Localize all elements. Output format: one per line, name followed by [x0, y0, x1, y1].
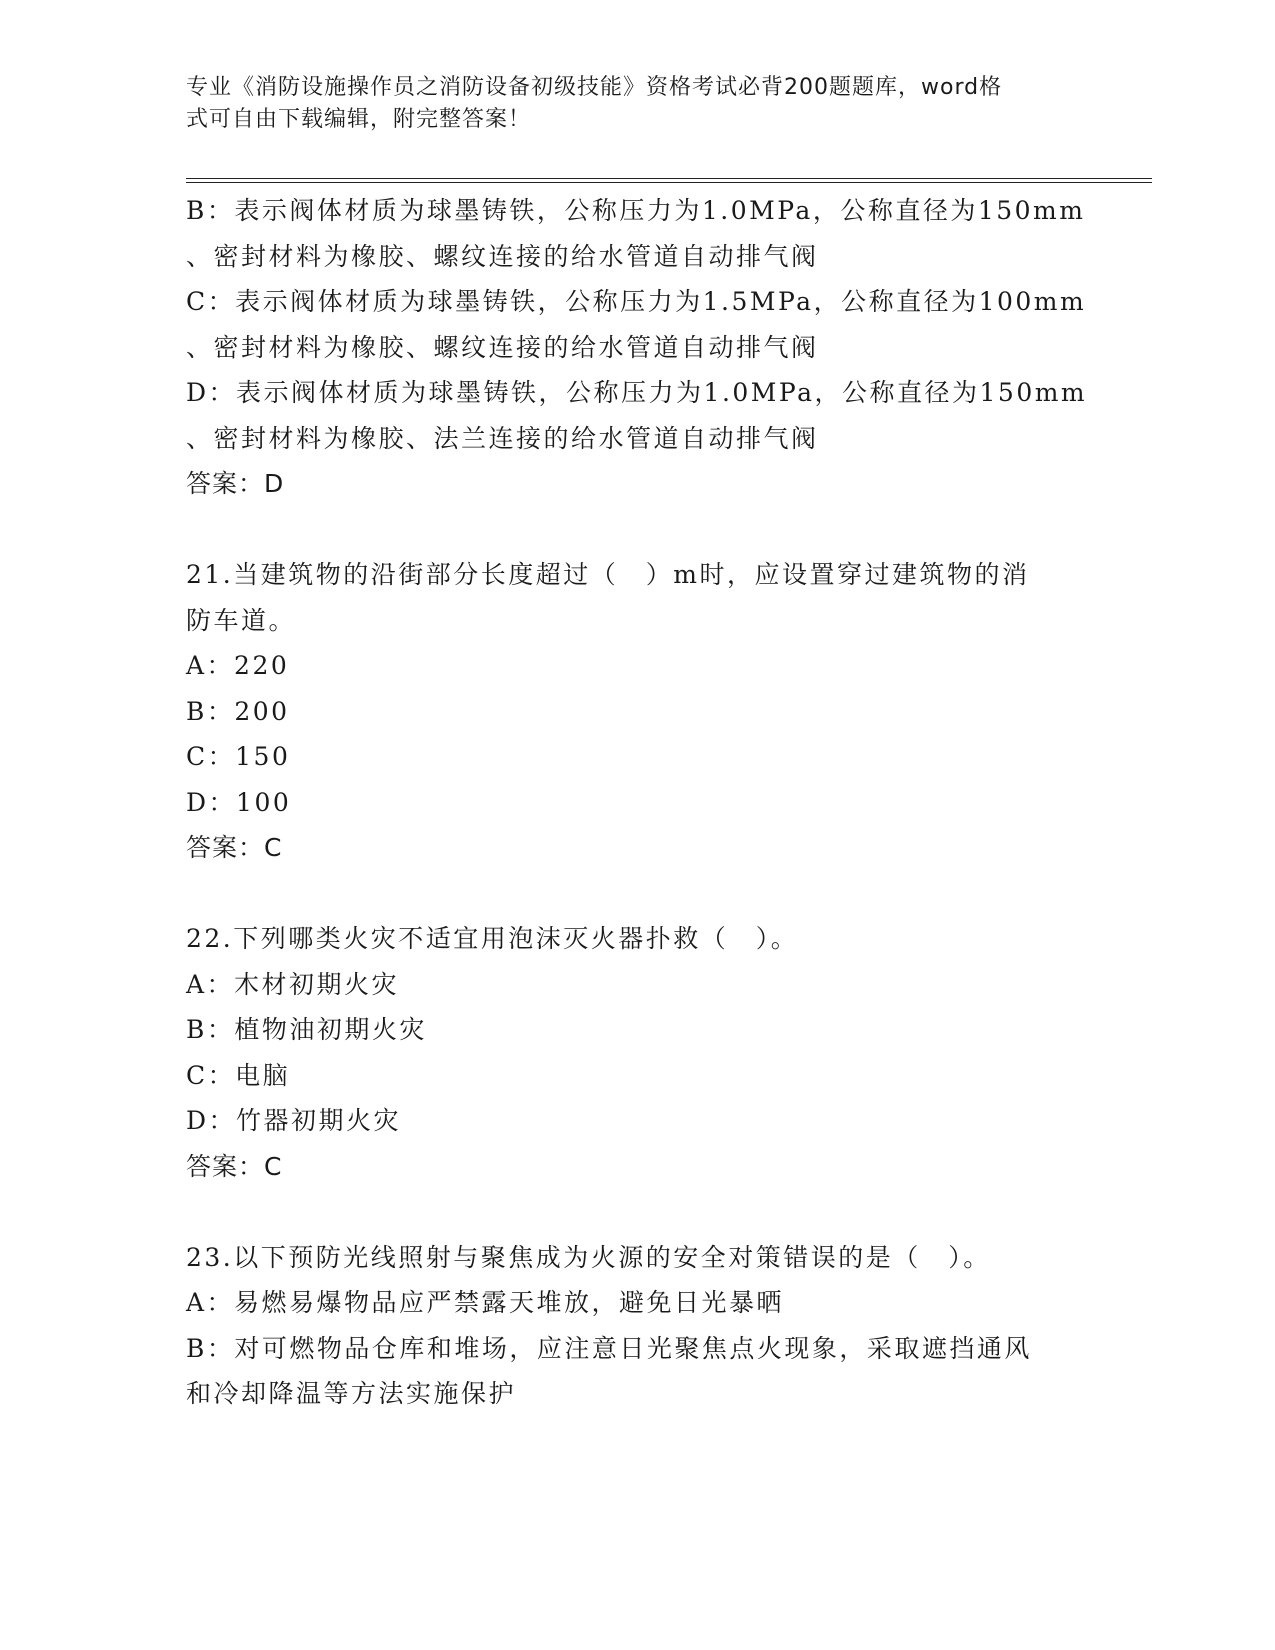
question-stem: 22.下列哪类火灾不适宜用泡沫灭火器扑救（ ）。	[186, 924, 799, 953]
question-stem-line-2: 防车道。	[186, 605, 297, 635]
question-stem: 23.以下预防光线照射与聚焦成为火源的安全对策错误的是（ ）。	[186, 1242, 991, 1272]
option-c-line-1: C：表示阀体材质为球墨铸铁，公称压力为1.5MPa，公称直径为100mm	[186, 287, 1087, 316]
option-b: B：植物油初期火灾	[186, 1015, 427, 1044]
option-a: A：220	[186, 651, 290, 680]
header-divider-top	[186, 178, 1152, 179]
answer: 答案：C	[186, 833, 283, 862]
option-b-line-1: B：对可燃物品仓库和堆场，应注意日光聚焦点火现象，采取遮挡通风	[186, 1333, 1032, 1363]
option-b-line-2: 和冷却降温等方法实施保护	[186, 1379, 517, 1408]
option-d: D：竹器初期火灾	[186, 1106, 402, 1135]
option-a: A：木材初期火灾	[186, 969, 400, 999]
header-line-1: 专业《消防设施操作员之消防设备初级技能》资格考试必背200题题库，word格	[186, 75, 1003, 100]
question-21	[186, 552, 1086, 871]
header-divider-bottom	[186, 182, 1152, 183]
answer: 答案：C	[186, 1151, 283, 1181]
option-a: A：易燃易爆物品应严禁露天堆放，避免日光暴晒	[186, 1288, 785, 1317]
question-stem-line-1: 21.当建筑物的沿街部分长度超过（ ）m时，应设置穿过建筑物的消	[186, 560, 1030, 589]
option-c-line-2: 、密封材料为橡胶、螺纹连接的给水管道自动排气阀	[186, 332, 819, 362]
option-c: C：150	[186, 742, 291, 771]
question-22	[186, 916, 1086, 1189]
option-d-line-2: 、密封材料为橡胶、法兰连接的给水管道自动排气阀	[186, 423, 819, 453]
answer: 答案：D	[186, 469, 285, 498]
document-header	[186, 72, 1066, 136]
option-d-line-1: D：表示阀体材质为球墨铸铁，公称压力为1.0MPa，公称直径为150mm	[186, 378, 1088, 407]
question-content	[186, 188, 1086, 1417]
question-20	[186, 188, 1086, 507]
option-b: B：200	[186, 696, 290, 726]
option-b-line-2: 、密封材料为橡胶、螺纹连接的给水管道自动排气阀	[186, 241, 819, 271]
question-23	[186, 1235, 1086, 1417]
option-b-line-1: B：表示阀体材质为球墨铸铁，公称压力为1.0MPa，公称直径为150mm	[186, 196, 1086, 225]
option-d: D：100	[186, 787, 292, 817]
option-c: C：电脑	[186, 1060, 291, 1090]
header-line-2: 式可自由下载编辑，附完整答案！	[186, 107, 532, 132]
